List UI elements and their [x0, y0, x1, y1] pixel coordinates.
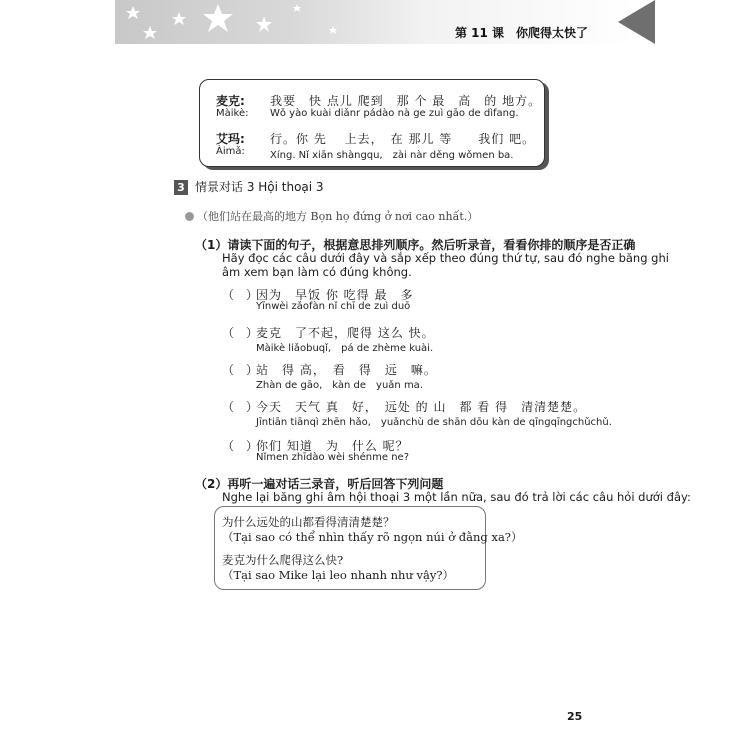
lesson-title: 第 11 课 你爬得太快了: [455, 26, 589, 40]
dialog-pinyin: Wǒ yào kuài diǎnr pádào nà ge zuì gāo de dìfang.: [270, 108, 519, 119]
dialog-line: 行。你 先 上去， 在 那儿 等 我们 吧。: [270, 132, 536, 146]
context-note: [185, 208, 478, 224]
item-pinyin: Nǐmen zhīdào wèi shénme ne?: [256, 452, 410, 463]
item-pinyin: Jīntiān tiānqì zhēn hǎo, yuǎnchù de shān dōu kàn de qīngqīngchǔchǔ.: [256, 417, 612, 428]
question-vietnamese: （Tại sao có thể nhìn thấy rõ ngọn núi ở đằng xa?）: [222, 530, 523, 544]
bullet-icon: [185, 212, 194, 221]
order-blank[interactable]: （ ）: [222, 400, 259, 414]
order-blank[interactable]: （ ）: [222, 326, 259, 340]
section-title: 情景对话 3 Hội thoại 3: [195, 180, 324, 194]
question-chinese: 为什么远处的山都看得清清楚楚？: [222, 515, 395, 529]
item-pinyin: Yīnwèi zǎofàn nǐ chī de zuì duō: [256, 301, 411, 312]
dialog-speaker: 麦克:: [216, 94, 245, 108]
dialog-speaker-pinyin: Màikè:: [216, 108, 249, 119]
question-1-instruction-line2: âm xem bạn làm có đúng không.: [222, 265, 412, 279]
item-chinese: 你们 知道 为 什么 呢？: [256, 439, 409, 453]
dialog-pinyin: Xíng. Nǐ xiān shàngqu, zài nàr děng wǒmen ba.: [270, 150, 514, 161]
dialog-speaker: 艾玛:: [216, 132, 245, 146]
dialog-line: 我要 快 点儿 爬到 那 个 最 高 的 地方。: [270, 94, 542, 108]
header-band: [0, 0, 750, 44]
item-chinese: 因为 早饭 你 吃得 最 多: [256, 288, 414, 302]
order-blank[interactable]: （ ）: [222, 363, 259, 377]
question-chinese: 麦克为什么爬得这么快?: [222, 553, 344, 567]
question-box: [214, 506, 523, 590]
question-1-title: （1）请读下面的句子，根据意思排列顺序。然后听录音，看看你排的顺序是否正确: [195, 238, 636, 252]
item-chinese: 站 得 高， 看 得 远 嘛。: [256, 363, 437, 377]
question-2-instruction: Nghe lại băng ghi âm hội thoại 3 một lần nữa, sau đó trả lời các câu hỏi dưới đây:: [222, 490, 691, 504]
item-chinese: 今天 天气 真 好， 远处 的 山 都 看 得 清清楚楚。: [256, 400, 587, 414]
order-blank[interactable]: （ ）: [222, 439, 259, 453]
question-2-title: （2）再听一遍对话三录音，听后回答下列问题: [195, 477, 444, 491]
item-pinyin: Màikè liǎobuqǐ, pá de zhème kuài.: [256, 343, 434, 354]
order-blank[interactable]: （ ）: [222, 288, 259, 302]
context-note-text: （他们站在最高的地方 Bọn họ đứng ở nơi cao nhất.）: [197, 210, 479, 223]
dialog-card: [199, 79, 545, 167]
item-chinese: 麦克 了不起，爬得 这么 快。: [256, 326, 435, 340]
section-number: 3: [174, 180, 188, 195]
question-vietnamese: （Tại sao Mike lại leo nhanh như vậy?）: [222, 568, 455, 582]
dialog-speaker-pinyin: Àimǎ:: [216, 146, 245, 157]
item-pinyin: Zhàn de gāo, kàn de yuǎn ma.: [256, 380, 423, 391]
page-number: 25: [567, 710, 583, 723]
question-1-instruction-line1: Hãy đọc các câu dưới đây và sắp xếp theo đúng thứ tự, sau đó nghe băng ghi: [222, 251, 669, 265]
